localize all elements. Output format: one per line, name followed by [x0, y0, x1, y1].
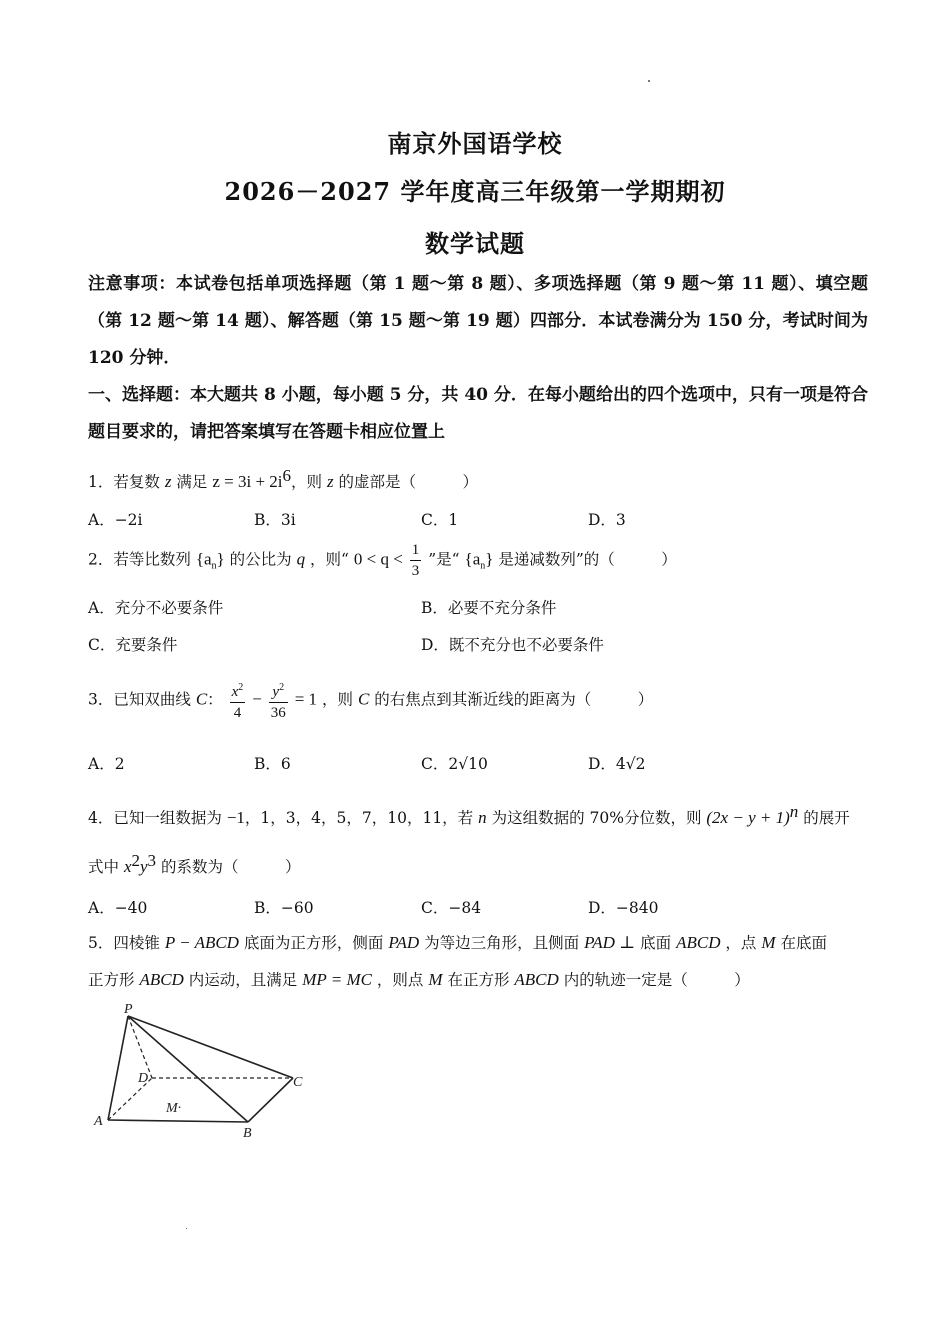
q3-option-c: C．2√10: [421, 755, 488, 773]
q1-option-b: B．3i: [254, 511, 296, 529]
question-5-line-2: 正方形 ABCD 内运动，且满足 MP = MC ，则点 M 在正方形 ABCD 内的轨迹一定是（ ）: [88, 970, 750, 989]
q2-option-b: B．必要不充分条件: [421, 599, 557, 617]
exam-title: 2026－2027 学年度高三年级第一学期期初: [224, 177, 726, 206]
pyramid-figure: [88, 1000, 318, 1145]
q3-option-a: A．2: [88, 755, 125, 773]
question-1: 1．若复数 z 满足 $z = 3i + 2i^6$，则 z 的虚部是（ ）: [88, 466, 479, 492]
q3-option-d: D．4√2: [588, 755, 646, 773]
label-m: M·: [166, 1101, 182, 1116]
question-4-line-1: 4．已知一组数据为 −1，1，3，4，5，7，10，11，若 n 为这组数据的 70%分位数，则 $(2x - y + 1)^n$ 的展开: [88, 802, 850, 828]
q2-option-c: C．充要条件: [88, 636, 178, 654]
q4-option-d: D．−840: [588, 899, 659, 917]
q4-option-b: B．−60: [254, 899, 314, 917]
subject-title: 数学试题: [425, 229, 525, 258]
q1-option-a: A．−2i: [88, 511, 143, 529]
question-3: 3．已知双曲线 C： $\frac{x^2}{4}$ − $\frac{y^2}{36}$ = 1 ，则 C 的右焦点到其渐近线的距离为（ ）: [88, 678, 868, 723]
q4-option-a: A．−40: [88, 899, 148, 917]
scan-speck: [648, 80, 650, 82]
label-b: B: [243, 1126, 252, 1141]
q3-option-b: B．6: [254, 755, 291, 773]
q2-option-d: D．既不充分也不必要条件: [421, 636, 604, 654]
q1-option-d: D．3: [588, 511, 626, 529]
scan-speck: [186, 1228, 187, 1229]
school-title: 南京外国语学校: [387, 129, 563, 158]
label-d: D: [138, 1071, 149, 1086]
q2-option-a: A．充分不必要条件: [88, 599, 224, 617]
label-p: P: [124, 1002, 133, 1017]
question-4-line-2: 式中 $x^2y^3$ 的系数为（ ）: [88, 851, 301, 877]
q1-option-c: C．1: [421, 511, 459, 529]
q4-option-c: C．−84: [421, 899, 482, 917]
question-5-line-1: 5．四棱锥 P − ABCD 底面为正方形，侧面 PAD 为等边三角形，且侧面 PAD ⊥ 底面 ABCD ，点 M 在底面: [88, 933, 827, 952]
question-2: 2．若等比数列 $\{a_n\}$ 的公比为 q ，则“ 0 < q < $\frac{1}{3}$ ”是“ $\{a_n\}$ 是递减数列”的（ ）: [88, 542, 677, 579]
exam-notice: 注意事项：本试卷包括单项选择题（第 1 题～第 8 题）、多项选择题（第 9 题～第 11 题）、填空题（第 12 题～第 14 题）、解答题（第 15 题～第 19 题）四部分．本试卷满分为 150 分，考试时间为 120 分钟．: [88, 274, 868, 368]
section-heading: 一、选择题：本大题共 8 小题，每小题 5 分，共 40 分．在每小题给出的四个选项中，只有一项是符合题目要求的，请把答案填写在答题卡相应位置上: [88, 385, 868, 442]
label-c: C: [293, 1075, 303, 1090]
label-a: A: [94, 1114, 103, 1129]
